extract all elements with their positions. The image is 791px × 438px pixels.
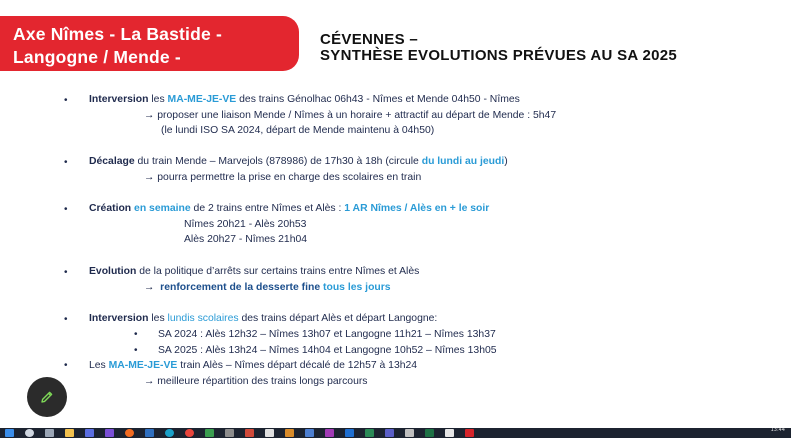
app-icon[interactable] [205, 429, 214, 437]
acrobat-icon[interactable] [465, 429, 474, 437]
item-5-sub-2: SA 2025 : Alès 13h24 – Nîmes 14h04 et Langogne 10h52 – Nîmes 13h05 [158, 345, 497, 356]
item-6-sub-1: → meilleure répartition des trains longs parcours [144, 376, 368, 387]
item-1-highlight: MA-ME-JE-VE [167, 94, 237, 105]
bullet: • [64, 314, 68, 325]
bullet: • [64, 360, 68, 371]
item-1-sub-2: (le lundi ISO SA 2024, départ de Mende maintenu à 04h50) [161, 125, 435, 136]
item-6-heading [89, 359, 417, 372]
item-1-heading [89, 93, 520, 106]
section-banner [0, 16, 299, 71]
item-1-text-a: les [148, 94, 168, 105]
item-4-sub-1 [144, 281, 391, 294]
arrow-icon: → [144, 282, 155, 293]
explorer-icon[interactable] [65, 429, 74, 437]
banner-line-2: Langogne / Mende - [13, 47, 181, 67]
item-6-highlight: MA-ME-JE-VE [108, 360, 178, 371]
app-icon[interactable] [105, 429, 114, 437]
edge-icon[interactable] [165, 429, 174, 437]
taskbar-clock[interactable]: 13:44 [770, 428, 785, 433]
item-1-text-b: des trains Génolhac 06h43 - Nîmes et Mende 04h50 - Nîmes [236, 94, 520, 105]
app-icon[interactable] [445, 429, 454, 437]
taskbar [0, 428, 791, 438]
item-3-keyword: Création [89, 203, 132, 214]
item-3-highlight-2: 1 AR Nîmes / Alès en + le soir [344, 203, 490, 214]
app-icon[interactable] [365, 429, 374, 437]
app-icon[interactable] [325, 429, 334, 437]
item-4-highlight-2: tous les jours [320, 282, 391, 293]
excel-icon[interactable] [425, 429, 434, 437]
edit-button[interactable] [27, 377, 67, 417]
bullet: • [64, 267, 68, 278]
bullet: • [64, 204, 68, 215]
app-icon[interactable] [405, 429, 414, 437]
item-4-heading [89, 265, 419, 278]
item-5-heading [89, 312, 437, 325]
item-6-text-a: Les [89, 360, 109, 371]
item-3-sub-2: Alès 20h27 - Nîmes 21h04 [184, 234, 308, 245]
app-icon[interactable] [85, 429, 94, 437]
item-3-highlight: en semaine [134, 203, 191, 214]
item-5-highlight: lundis scolaires [167, 313, 239, 324]
item-2-heading [89, 155, 508, 168]
app-icon[interactable] [245, 429, 254, 437]
search-icon[interactable] [25, 429, 34, 437]
task-view-icon[interactable] [45, 429, 54, 437]
bullet: • [134, 329, 138, 340]
item-4-keyword: Evolution [89, 266, 137, 277]
item-2-sub-1: → pourra permettre la prise en charge des scolaires en train [144, 172, 422, 183]
item-2-highlight: du lundi au jeudi [421, 156, 505, 167]
app-icon[interactable] [285, 429, 294, 437]
item-1-keyword: Interversion [89, 94, 149, 105]
pencil-icon [39, 389, 55, 405]
app-icon[interactable] [305, 429, 314, 437]
outlook-icon[interactable] [345, 429, 354, 437]
app-icon[interactable] [145, 429, 154, 437]
item-5-keyword: Interversion [89, 313, 149, 324]
slide-title [320, 32, 677, 64]
teams-icon[interactable] [385, 429, 394, 437]
windows-icon[interactable] [5, 429, 14, 437]
item-5-text-b: des trains départ Alès et départ Langogne: [238, 313, 438, 324]
item-3-heading [89, 202, 489, 215]
item-2-text-b: ) [504, 156, 508, 167]
banner-line-1: Axe Nîmes - La Bastide - [13, 24, 223, 44]
item-3-text: de 2 trains entre Nîmes et Alès : [190, 203, 345, 214]
app-icon[interactable] [225, 429, 234, 437]
title-line-1: CÉVENNES – [320, 31, 419, 48]
item-5-text-a: les [148, 313, 168, 324]
item-4-text: de la politique d’arrêts sur certains trains entre Nîmes et Alès [136, 266, 420, 277]
bullet: • [64, 157, 68, 168]
bullet: • [134, 345, 138, 356]
app-icon[interactable] [265, 429, 274, 437]
title-line-2: SYNTHÈSE EVOLUTIONS PRÉVUES AU SA 2025 [320, 47, 678, 64]
item-5-sub-1: SA 2024 : Alès 12h32 – Nîmes 13h07 et Langogne 11h21 – Nîmes 13h37 [158, 329, 496, 340]
item-3-sub-1: Nîmes 20h21 - Alès 20h53 [184, 219, 307, 230]
item-6-text-b: train Alès – Nîmes départ décalé de 12h57 à 13h24 [177, 360, 418, 371]
item-1-sub-1: → proposer une liaison Mende / Nîmes à un horaire + attractif au départ de Mende : 5h47 [144, 110, 557, 121]
chrome-icon[interactable] [185, 429, 194, 437]
firefox-icon[interactable] [125, 429, 134, 437]
bullet: • [64, 95, 68, 106]
item-2-text-a: du train Mende – Marvejols (878986) de 17h30 à 18h (circule [134, 156, 422, 167]
item-2-keyword: Décalage [89, 156, 135, 167]
item-4-highlight: renforcement de la desserte fine [160, 282, 321, 293]
